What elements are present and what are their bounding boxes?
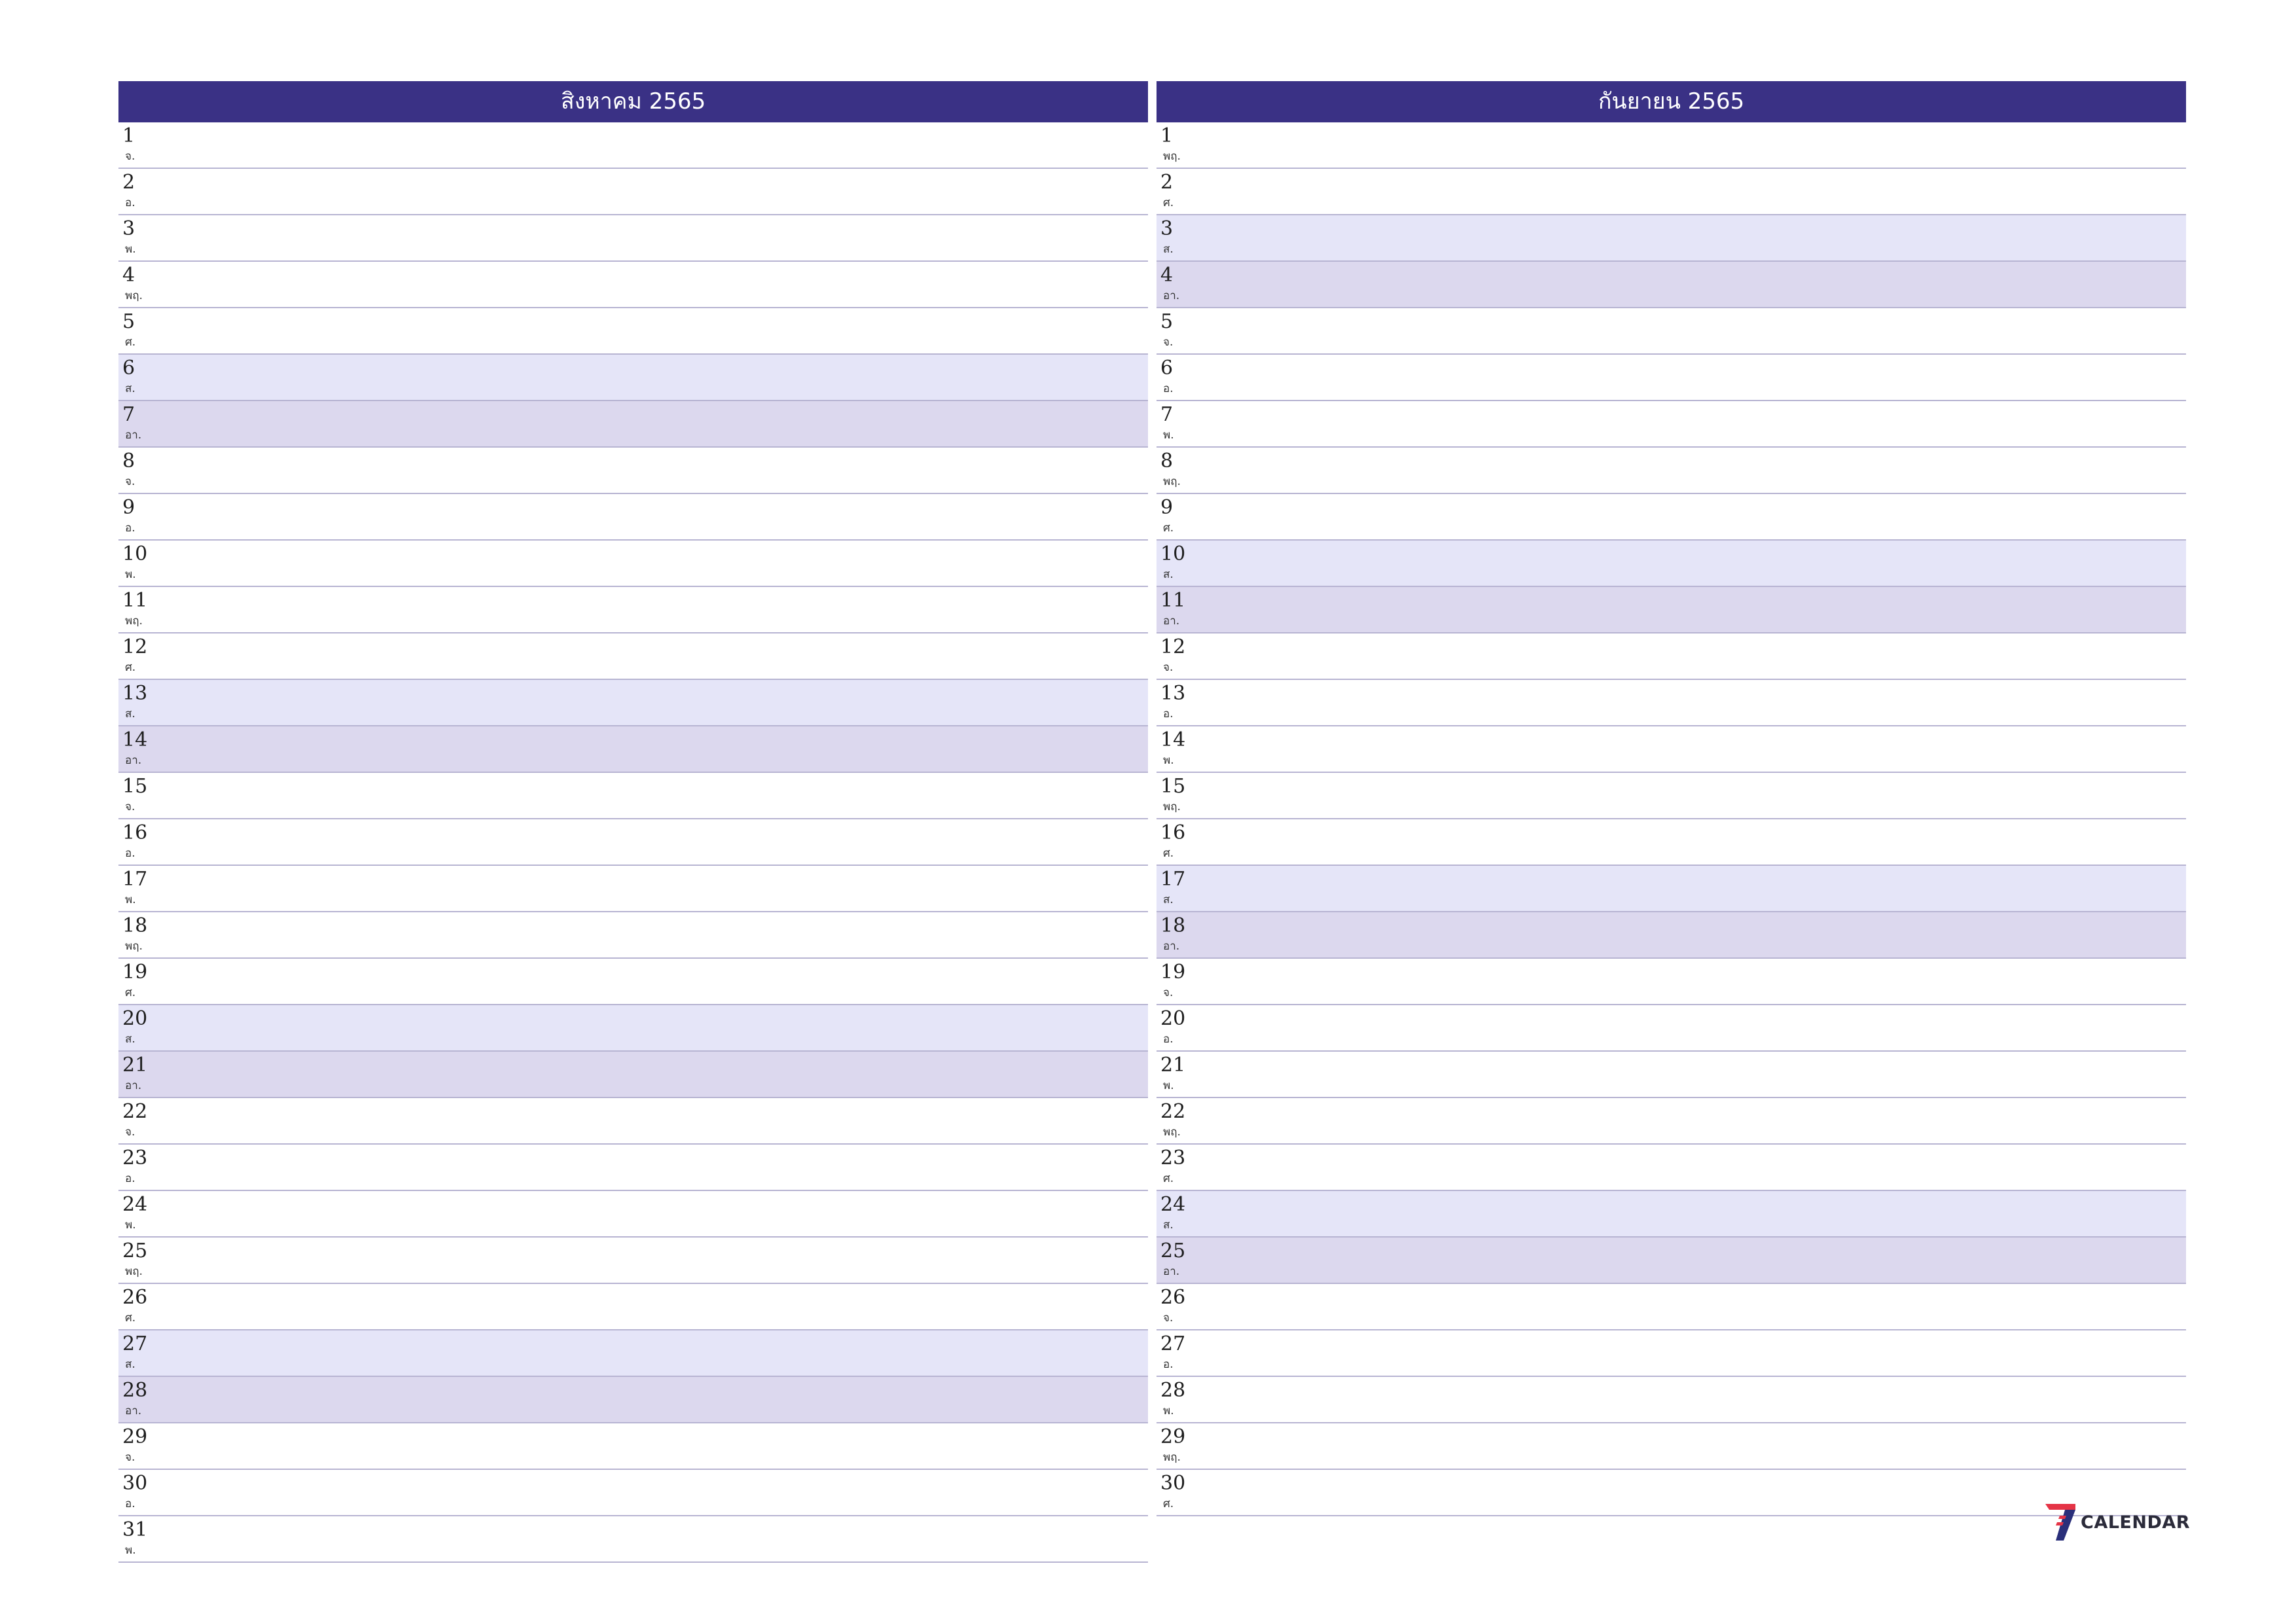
weekday-label: อ.: [125, 847, 135, 860]
day-row: [118, 215, 1148, 262]
day-row: [118, 401, 1148, 448]
day-number: 27: [1160, 1332, 1186, 1355]
day-row: [118, 122, 1148, 169]
day-row: [1157, 912, 2186, 959]
weekday-label: ส.: [125, 707, 135, 721]
weekday-label: ศ.: [1163, 522, 1174, 535]
day-row: [1157, 587, 2186, 633]
day-row: [118, 773, 1148, 819]
weekday-label: พ.: [1163, 1404, 1174, 1418]
weekday-label: พ.: [1163, 1079, 1174, 1092]
day-row: [118, 1470, 1148, 1516]
weekday-label: พฤ.: [1163, 800, 1181, 813]
day-row: [1157, 819, 2186, 866]
day-number: 2: [122, 171, 135, 194]
day-number: 19: [1160, 961, 1186, 984]
day-number: 17: [1160, 868, 1186, 891]
weekday-label: จ.: [125, 1126, 135, 1139]
day-number: 13: [1160, 682, 1186, 705]
day-number: 6: [1160, 357, 1174, 380]
day-row: [1157, 1330, 2186, 1377]
day-number: 26: [122, 1286, 148, 1309]
weekday-label: อ.: [1163, 1358, 1174, 1371]
weekday-label: พฤ.: [125, 615, 143, 628]
day-row: [118, 1098, 1148, 1145]
weekday-label: ส.: [125, 1358, 135, 1371]
month-title: กันยายน 2565: [1157, 81, 2186, 122]
day-number: 24: [1160, 1193, 1186, 1216]
weekday-label: ศ.: [1163, 1172, 1174, 1185]
day-row: [1157, 633, 2186, 680]
day-row: [118, 1330, 1148, 1377]
month-september: [1157, 81, 2186, 1516]
weekday-label: อา.: [125, 429, 142, 442]
day-number: 7: [122, 403, 135, 426]
day-row: [1157, 1284, 2186, 1330]
day-row: [1157, 1191, 2186, 1238]
day-number: 16: [122, 821, 148, 844]
weekday-label: อา.: [1163, 615, 1180, 628]
weekday-label: ศ.: [125, 986, 136, 999]
day-number: 22: [1160, 1100, 1186, 1123]
day-row: [1157, 959, 2186, 1005]
day-row: [1157, 122, 2186, 169]
weekday-label: จ.: [1163, 986, 1174, 999]
weekday-label: ศ.: [125, 661, 136, 674]
day-row: [1157, 355, 2186, 401]
weekday-label: พฤ.: [125, 289, 143, 302]
weekday-label: ศ.: [1163, 1497, 1174, 1510]
month-title: สิงหาคม 2565: [118, 81, 1148, 122]
day-row: [118, 448, 1148, 494]
weekday-label: พ.: [125, 1219, 136, 1232]
day-number: 2: [1160, 171, 1174, 194]
weekday-label: ส.: [1163, 568, 1174, 581]
day-row: [118, 1284, 1148, 1330]
day-list: [118, 122, 1148, 1563]
day-number: 29: [122, 1425, 148, 1448]
day-number: 28: [1160, 1379, 1186, 1402]
weekday-label: อ.: [125, 196, 135, 209]
day-number: 31: [122, 1518, 148, 1541]
weekday-label: อ.: [1163, 382, 1174, 395]
day-row: [1157, 494, 2186, 541]
day-number: 4: [1160, 264, 1174, 287]
weekday-label: ศ.: [1163, 196, 1174, 209]
day-number: 19: [122, 961, 148, 984]
day-number: 26: [1160, 1286, 1186, 1309]
day-number: 8: [122, 450, 135, 473]
weekday-label: จ.: [125, 150, 135, 163]
weekday-label: พฤ.: [1163, 1126, 1181, 1139]
day-row: [1157, 1238, 2186, 1284]
weekday-label: อา.: [125, 1404, 142, 1418]
day-number: 14: [122, 728, 148, 751]
day-number: 15: [122, 775, 148, 798]
day-row: [118, 726, 1148, 773]
weekday-label: จ.: [125, 475, 135, 488]
day-row: [118, 633, 1148, 680]
day-number: 8: [1160, 450, 1174, 473]
weekday-label: จ.: [125, 1451, 135, 1464]
day-row: [1157, 1377, 2186, 1423]
day-row: [118, 1238, 1148, 1284]
day-row: [1157, 215, 2186, 262]
month-august: [118, 81, 1148, 1563]
day-number: 18: [122, 914, 148, 937]
day-number: 3: [122, 217, 135, 240]
weekday-label: จ.: [1163, 336, 1174, 349]
weekday-label: อ.: [1163, 1033, 1174, 1046]
day-number: 24: [122, 1193, 148, 1216]
day-row: [1157, 726, 2186, 773]
day-number: 5: [122, 310, 135, 333]
day-number: 7: [1160, 403, 1174, 426]
day-number: 9: [122, 496, 135, 519]
day-number: 5: [1160, 310, 1174, 333]
day-row: [118, 912, 1148, 959]
day-number: 30: [1160, 1472, 1186, 1495]
day-number: 3: [1160, 217, 1174, 240]
day-row: [118, 587, 1148, 633]
day-number: 25: [122, 1240, 148, 1262]
weekday-label: พ.: [125, 1544, 136, 1557]
weekday-label: ศ.: [125, 1311, 136, 1325]
weekday-label: ส.: [125, 382, 135, 395]
day-number: 28: [122, 1379, 148, 1402]
day-number: 18: [1160, 914, 1186, 937]
day-row: [1157, 1145, 2186, 1191]
day-row: [118, 819, 1148, 866]
day-row: [1157, 401, 2186, 448]
day-number: 13: [122, 682, 148, 705]
day-number: 9: [1160, 496, 1174, 519]
day-row: [118, 169, 1148, 215]
day-number: 11: [122, 589, 148, 612]
day-number: 20: [122, 1007, 148, 1030]
day-row: [1157, 1005, 2186, 1052]
day-number: 22: [122, 1100, 148, 1123]
day-number: 12: [122, 635, 148, 658]
weekday-label: ส.: [1163, 1219, 1174, 1232]
day-row: [1157, 541, 2186, 587]
weekday-label: จ.: [1163, 661, 1174, 674]
weekday-label: อา.: [1163, 1265, 1180, 1278]
day-row: [1157, 680, 2186, 726]
day-number: 29: [1160, 1425, 1186, 1448]
day-number: 23: [1160, 1147, 1186, 1169]
weekday-label: อ.: [125, 1172, 135, 1185]
brand-logo: [2045, 1504, 2190, 1541]
day-number: 16: [1160, 821, 1186, 844]
weekday-label: ศ.: [125, 336, 136, 349]
weekday-label: จ.: [1163, 1311, 1174, 1325]
day-row: [1157, 262, 2186, 308]
day-row: [118, 1423, 1148, 1470]
day-number: 11: [1160, 589, 1186, 612]
day-number: 25: [1160, 1240, 1186, 1262]
day-row: [1157, 773, 2186, 819]
day-row: [118, 680, 1148, 726]
day-row: [1157, 169, 2186, 215]
day-number: 21: [122, 1054, 148, 1077]
weekday-label: พฤ.: [1163, 475, 1181, 488]
day-number: 15: [1160, 775, 1186, 798]
day-row: [118, 1191, 1148, 1238]
weekday-label: พฤ.: [125, 940, 143, 953]
weekday-label: อ.: [125, 522, 135, 535]
day-number: 10: [122, 543, 148, 565]
day-number: 17: [122, 868, 148, 891]
day-row: [118, 541, 1148, 587]
day-row: [1157, 1052, 2186, 1098]
day-number: 23: [122, 1147, 148, 1169]
day-row: [1157, 308, 2186, 355]
day-number: 1: [1160, 124, 1174, 147]
day-row: [118, 262, 1148, 308]
day-row: [118, 355, 1148, 401]
day-row: [118, 866, 1148, 912]
day-number: 30: [122, 1472, 148, 1495]
day-row: [1157, 1423, 2186, 1470]
weekday-label: อ.: [125, 1497, 135, 1510]
day-number: 10: [1160, 543, 1186, 565]
day-number: 6: [122, 357, 135, 380]
day-row: [118, 1145, 1148, 1191]
day-row: [118, 308, 1148, 355]
weekday-label: อ.: [1163, 707, 1174, 721]
weekday-label: อา.: [1163, 289, 1180, 302]
weekday-label: พฤ.: [125, 1265, 143, 1278]
day-number: 1: [122, 124, 135, 147]
weekday-label: อา.: [125, 754, 142, 767]
day-number: 14: [1160, 728, 1186, 751]
weekday-label: พฤ.: [1163, 1451, 1181, 1464]
weekday-label: พฤ.: [1163, 150, 1181, 163]
weekday-label: พ.: [125, 243, 136, 256]
weekday-label: พ.: [125, 568, 136, 581]
day-row: [118, 1377, 1148, 1423]
weekday-label: อา.: [1163, 940, 1180, 953]
day-number: 12: [1160, 635, 1186, 658]
day-row: [118, 1052, 1148, 1098]
weekday-label: ส.: [125, 1033, 135, 1046]
weekday-label: ส.: [1163, 243, 1174, 256]
seven-calendar-logo-icon: [2045, 1504, 2075, 1541]
day-row: [118, 1516, 1148, 1563]
day-list: [1157, 122, 2186, 1516]
day-row: [118, 1005, 1148, 1052]
weekday-label: ศ.: [1163, 847, 1174, 860]
day-number: 27: [122, 1332, 148, 1355]
day-number: 20: [1160, 1007, 1186, 1030]
day-number: 4: [122, 264, 135, 287]
day-row: [1157, 866, 2186, 912]
day-row: [1157, 1098, 2186, 1145]
weekday-label: ส.: [1163, 893, 1174, 906]
day-row: [118, 494, 1148, 541]
day-row: [1157, 1470, 2186, 1516]
day-number: 21: [1160, 1054, 1186, 1077]
day-row: [118, 959, 1148, 1005]
weekday-label: พ.: [125, 893, 136, 906]
weekday-label: อา.: [125, 1079, 142, 1092]
weekday-label: พ.: [1163, 754, 1174, 767]
weekday-label: จ.: [125, 800, 135, 813]
day-row: [1157, 448, 2186, 494]
logo-text: CALENDAR: [2081, 1512, 2191, 1533]
weekday-label: พ.: [1163, 429, 1174, 442]
